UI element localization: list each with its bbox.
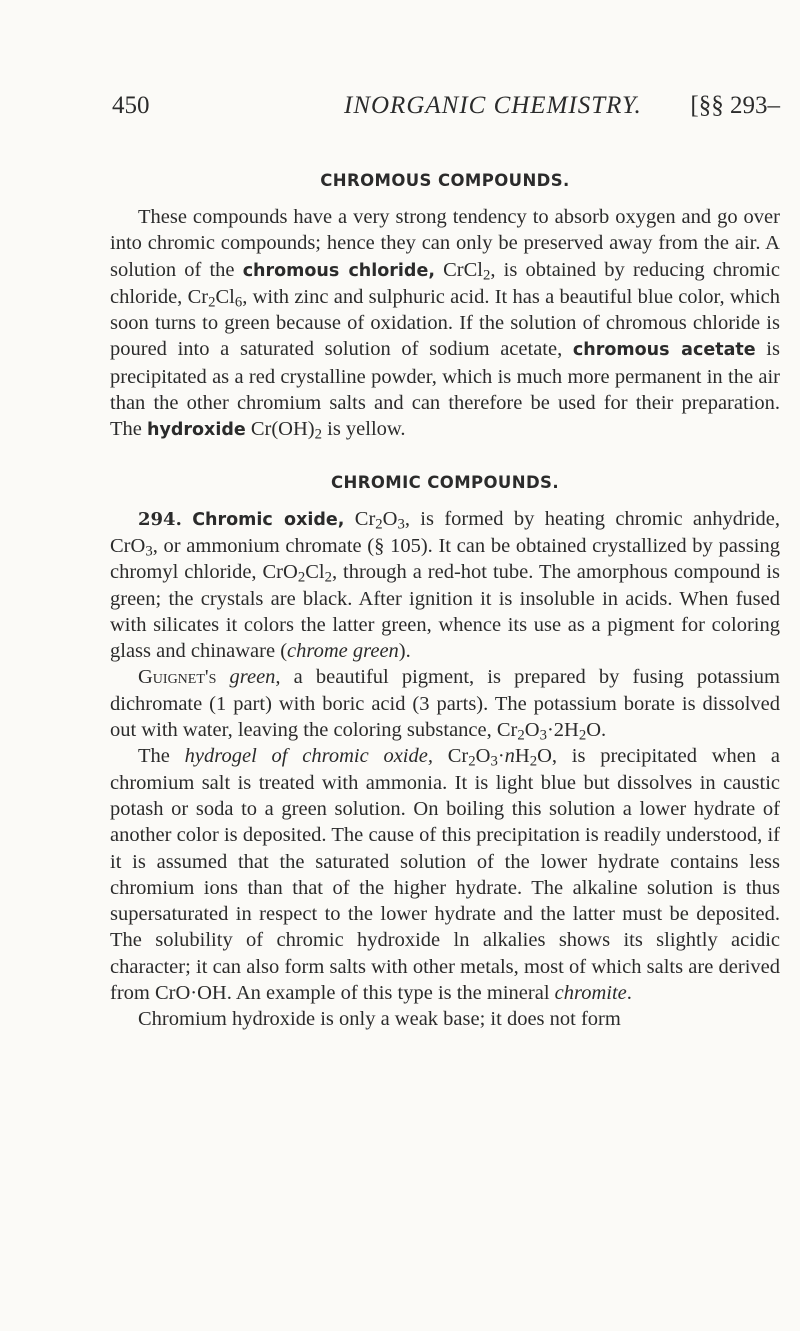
section-heading-chromous: CHROMOUS COMPOUNDS. — [320, 171, 570, 190]
section-heading-chromic: CHROMIC COMPOUNDS. — [331, 472, 559, 492]
section-reference: [§§ 293– — [690, 92, 780, 119]
paragraph-hydrogel: The hydrogel of chromic oxide, $Cr_2O_3\cdot nH_2O$, is precipitated when a chromium salt is treated with ammonia. It is light blue but dissolves in caustic potash or soda to a green solution. On boiling this solution a lower hydrate of another color is deposited. The cause of this precipitation is readily understood, if it is assumed that the saturated solution of the lower hydrate contains less chromium ions than that of the higher hydrate. The alkaline solution is thus supersaturated in respect to the lower hydrate and the latter must be deposited. The solubility of chromic hydroxide ln alkalies shows its slightly acidic character; it can also form salts with other metals, most of which salts are derived from CrO·OH. An example of this type is the mineral chromite. — [110, 745, 781, 1005]
paragraph-chromic-oxide: 294. Chromic oxide, $Cr_2O_3$, is formed by heating chromic anhydride, CrO$_3$, or ammonium chromate (§ 105). It can be obtained crystallized by passing chromyl chloride, $CrO_2Cl_2$, through a red-hot tube. The amorphous compound is green; the crystals are black. After ignition it is insoluble in acids. When fused with silicates it colors the latter green, whence its use as a pigment for coloring glass and chinaware (chrome green). — [110, 507, 780, 663]
body-text — [110, 168, 780, 1033]
page-number: 450 — [112, 92, 150, 119]
running-head — [112, 92, 780, 132]
paragraph-guignets-green: Guignet's green, a beautiful pigment, is prepared by fusing potassium dichromate (1 part) with boric acid (3 parts). The potassium borate is dissolved out with water, leaving the coloring substance, $Cr_2O_3\cdot 2H_2O$. — [110, 666, 781, 744]
running-title: INORGANIC CHEMISTRY. — [344, 92, 642, 119]
paragraph-chromium-hydroxide: Chromium hydroxide is only a weak base; it does not form — [138, 1008, 621, 1031]
paragraph-number: 294. — [138, 508, 182, 530]
paragraph-chromous: These compounds have a very strong tendency to absorb oxygen and go over into chromic compounds; hence they can only be preserved away from the air. A solution of the chromous chloride, CrCl$_2$, is obtained by reducing chromic chloride, $Cr_2Cl_6$, with zinc and sulphuric acid. It has a beautiful blue color, which soon turns to green because of oxidation. If the solution of chromous chloride is poured into a saturated solution of sodium acetate, chromous acetate is precipitated as a red crystalline powder, which is much more permanent in the air than the other chromium salts and can therefore be used for their preparation. The hydroxide $Cr(OH)_2$ is yellow. — [110, 206, 780, 444]
